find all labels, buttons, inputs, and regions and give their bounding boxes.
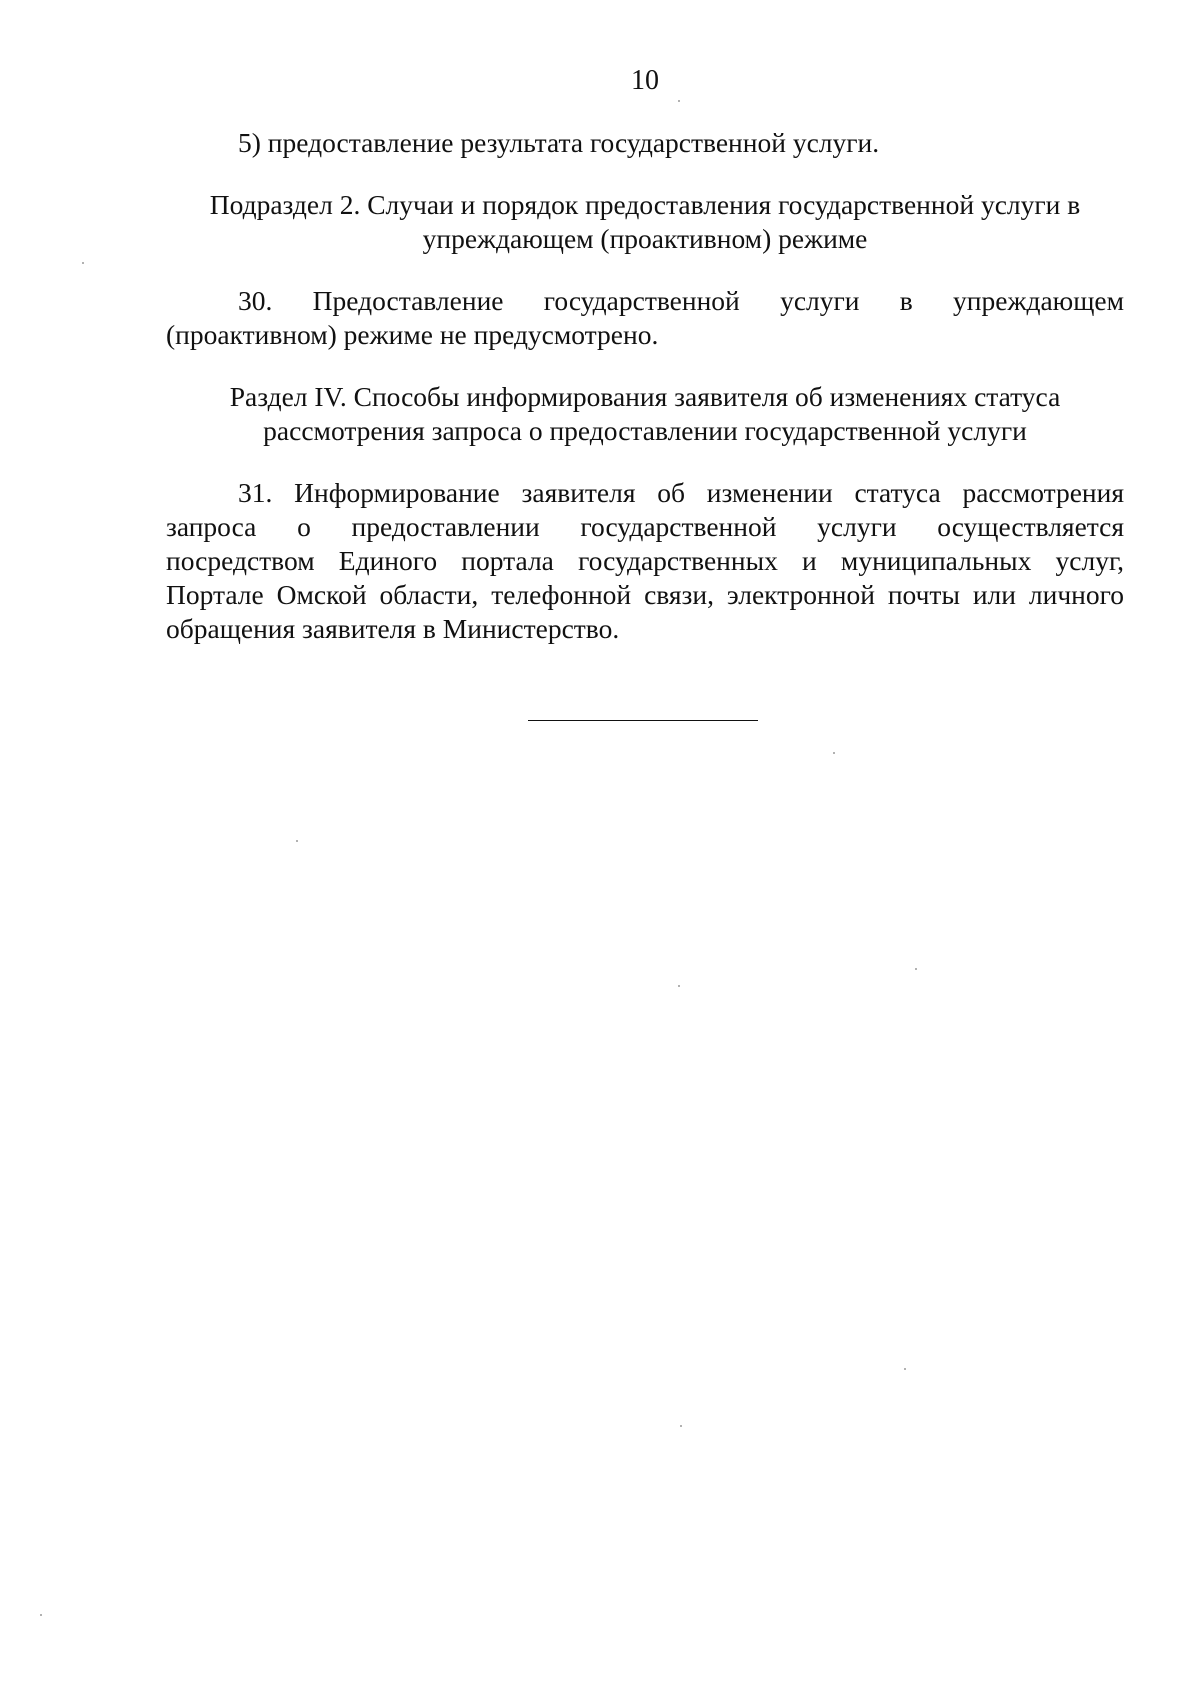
item-31-line-4: Портале Омской области, телефонной связи, электронной почты или личного [166, 579, 1124, 610]
item-31-line-1: 31. Информирование заявителя об изменении статуса рассмотрения [238, 477, 1124, 508]
scan-speck [915, 968, 917, 970]
item-30-line-2: (проактивном) режиме не предусмотрено. [166, 319, 659, 350]
scan-speck [40, 1614, 42, 1616]
scan-speck [678, 985, 680, 987]
scan-speck [296, 840, 298, 842]
subsection-2-heading-line-2: упреждающем (проактивном) режиме [422, 223, 868, 254]
item-30-paragraph [166, 284, 1124, 352]
end-of-text-rule [528, 720, 758, 721]
item-30-line-1: 30. Предоставление государственной услуги в упреждающем [238, 285, 1124, 316]
item-31-line-5: обращения заявителя в Министерство. [166, 613, 620, 644]
section-4-heading-line-1: Раздел IV. Способы информирования заявителя об изменениях статуса [229, 381, 1061, 412]
scan-speck [904, 1368, 906, 1370]
section-4-heading [166, 380, 1124, 448]
scan-speck [680, 1425, 682, 1427]
item-31-line-3: посредством Единого портала государственных и муниципальных услуг, [166, 545, 1124, 576]
page-number: 10 [631, 65, 659, 96]
subsection-2-heading [166, 188, 1124, 256]
item-31-paragraph [166, 476, 1124, 646]
subsection-2-heading-line-1: Подраздел 2. Случаи и порядок предоставления государственной услуги в [209, 189, 1081, 220]
section-4-heading-line-2: рассмотрения запроса о предоставлении государственной услуги [263, 415, 1027, 446]
item-5-text: 5) предоставление результата государственной услуги. [238, 127, 880, 158]
item-31-line-2: запроса о предоставлении государственной услуги осуществляется [166, 511, 1124, 542]
document-body [166, 126, 1124, 646]
scan-speck [678, 100, 680, 102]
scan-speck [82, 262, 84, 264]
scan-speck [833, 752, 835, 754]
